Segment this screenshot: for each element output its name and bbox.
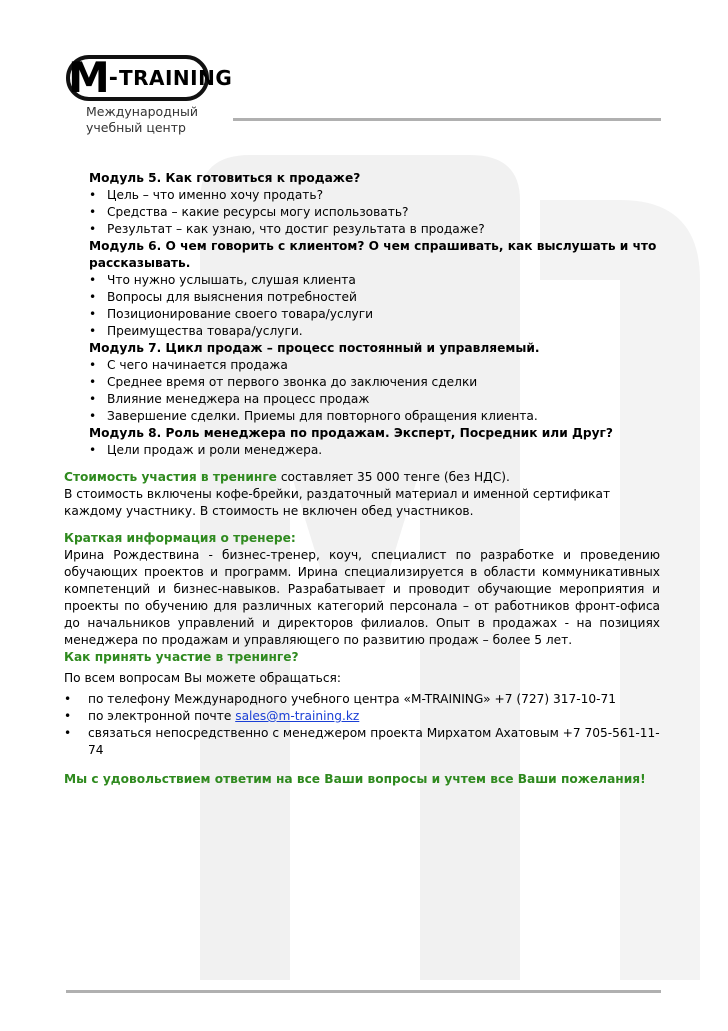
module-list	[89, 272, 660, 340]
closing-message: Мы с удовольствием ответим на все Ваши вопросы и учтем все Ваши пожелания!	[64, 772, 646, 786]
module-title: Модуль 5. Как готовиться к продаже?	[89, 171, 361, 185]
cost-text: составляет 35 000 тенге (без НДС).	[276, 470, 510, 484]
module-list	[89, 357, 660, 425]
module-block	[64, 425, 660, 459]
logo-wordmark: TRAINING	[118, 66, 233, 90]
list-item: • Среднее время от первого звонка до заключения сделки	[89, 374, 660, 391]
company-logo	[66, 53, 233, 136]
module-list	[89, 187, 660, 238]
contact-list	[64, 691, 660, 759]
list-item: • Что нужно услышать, слушая клиента	[89, 272, 660, 289]
contact-phone: • по телефону Международного учебного центра «M-TRAINING» +7 (727) 317-10-71	[64, 691, 660, 708]
participate-intro: По всем вопросам Вы можете обращаться:	[64, 671, 341, 685]
trainer-heading: Краткая информация о тренере:	[64, 531, 296, 545]
module-block	[64, 340, 660, 425]
participate-heading: Как принять участие в тренинге?	[64, 650, 299, 664]
list-item: • Влияние менеджера на процесс продаж	[89, 391, 660, 408]
list-item: • Средства – какие ресурсы могу использовать?	[89, 204, 660, 221]
trainer-bio: Ирина Рождествина - бизнес-тренер, коуч, специалист по разработке и проведению обучающих проектов и программ. Ирина специализируется в области коммуникативных компетенций и бизнес-навыков. Разрабатывает и проводит обучающие мероприятия и проекты по обучению для различных категорий персонала – от работников фронт-офиса до начальников управлений и директоров филиалов. Опыт в продажах - на позициях менеджера по продажам и управляющего по развитию продаж – более 5 лет.	[64, 548, 660, 647]
module-list	[89, 442, 660, 459]
logo-letter: M	[68, 53, 108, 102]
module-title: Модуль 6. О чем говорить с клиентом? О чем спрашивать, как выслушать и что рассказывать.	[89, 239, 657, 270]
contact-email: • по электронной почте sales@m-training.kz	[64, 708, 660, 725]
module-title: Модуль 8. Роль менеджера по продажам. Эксперт, Посредник или Друг?	[89, 426, 613, 440]
header-divider	[233, 118, 661, 121]
page-content	[64, 170, 660, 788]
list-item: • Цели продаж и роли менеджера.	[89, 442, 660, 459]
list-item: • Позиционирование своего товара/услуги	[89, 306, 660, 323]
list-item: • Цель – что именно хочу продать?	[89, 187, 660, 204]
module-block	[64, 170, 660, 238]
contact-manager: • связаться непосредственно с менеджером проекта Мирхатом Ахатовым +7 705-561-11-74	[64, 725, 660, 759]
logo-badge: M - TRAINING	[68, 53, 233, 102]
footer-divider	[66, 990, 661, 993]
module-block	[64, 238, 660, 340]
cost-label: Стоимость участия в тренинге	[64, 470, 277, 484]
cost-section	[64, 469, 660, 486]
email-link[interactable]: sales@m-training.kz	[235, 709, 360, 723]
cost-details: В стоимость включены кофе-брейки, раздаточный материал и именной сертификат каждому участнику. В стоимость не включен обед участников.	[64, 487, 611, 518]
list-item: • Результат – как узнаю, что достиг результата в продаже?	[89, 221, 660, 238]
module-title: Модуль 7. Цикл продаж – процесс постоянный и управляемый.	[89, 341, 540, 355]
list-item: • С чего начинается продажа	[89, 357, 660, 374]
list-item: • Завершение сделки. Приемы для повторного обращения клиента.	[89, 408, 660, 425]
list-item: • Вопросы для выяснения потребностей	[89, 289, 660, 306]
list-item: • Преимущества товара/услуги.	[89, 323, 660, 340]
logo-subtitle: Международный учебный центр	[86, 104, 198, 135]
